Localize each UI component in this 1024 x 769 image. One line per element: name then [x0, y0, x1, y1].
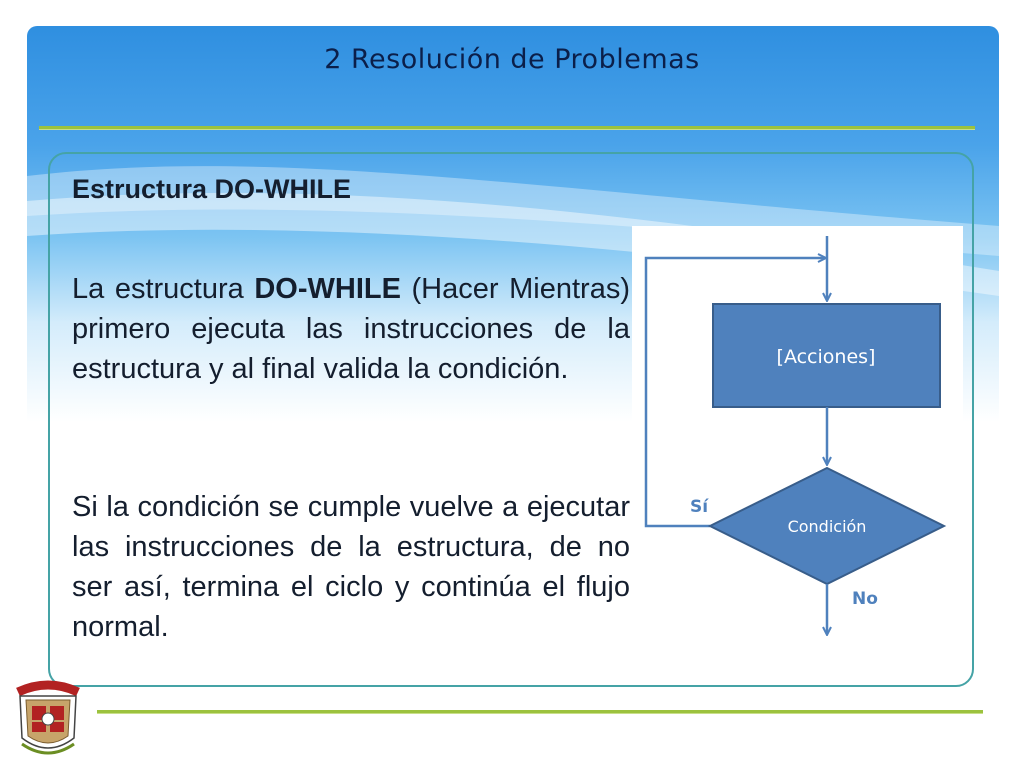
do-while-flowchart: [632, 226, 963, 656]
condition-label: Condición: [787, 517, 867, 536]
faculty-logo: [8, 674, 88, 764]
paragraph-description-keyword: DO-WHILE: [254, 273, 401, 305]
no-label: No: [852, 589, 878, 609]
paragraph-condition: Si la condición se cumple vuelve a ejecutar las instrucciones de la estructura, de no ser así, termina el ciclo y continúa el flujo normal.: [72, 491, 630, 643]
flowchart-panel: [632, 226, 963, 656]
engineering-shield-icon: [8, 674, 88, 764]
paragraph-description-start: La estructura: [72, 273, 255, 305]
paragraph-description: [72, 269, 630, 389]
section-heading: Estructura DO-WHILE: [72, 174, 352, 204]
paragraph-description-end: (Hacer Mientras) primero ejecuta las instrucciones de la estructura y al final valida la condición.: [72, 273, 630, 385]
yes-label: Sí: [690, 497, 709, 517]
bottom-divider: [97, 710, 983, 713]
top-divider: [39, 126, 975, 129]
slide-title: 2 Resolución de Problemas: [324, 44, 700, 75]
actions-label: [Acciones]: [776, 346, 876, 368]
